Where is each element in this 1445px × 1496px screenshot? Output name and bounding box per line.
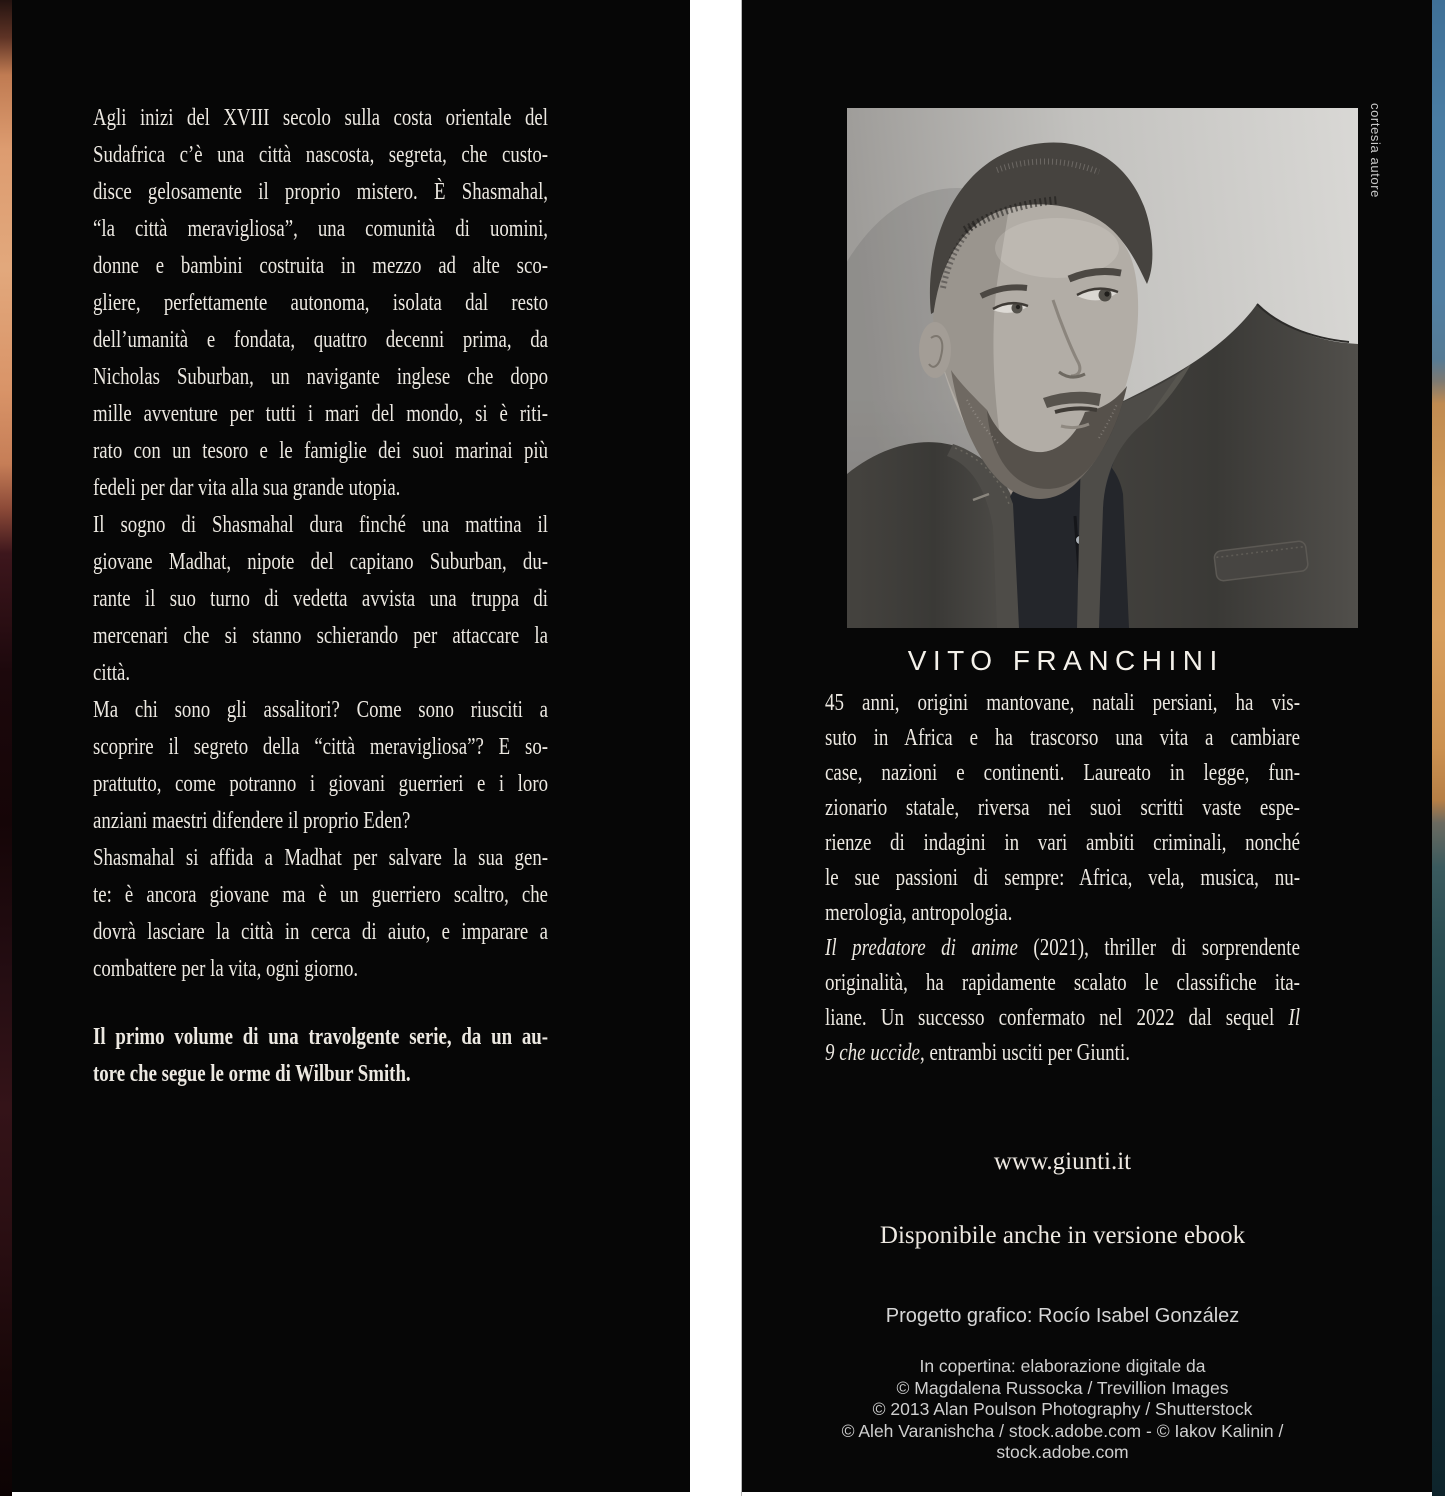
credit-line: © Aleh Varanishcha / stock.adobe.com - © Iakov Kalinin / stock.adobe.com	[841, 1420, 1284, 1462]
text-line: città.	[93, 660, 131, 686]
text-line: rante il suo turno di vedetta avvista una truppa di	[93, 586, 549, 612]
text-line: merologia, antropologia.	[825, 900, 1013, 926]
cover-edge-left-image-sliver	[0, 0, 12, 1496]
text-line: tore che segue le orme di Wilbur Smith.	[93, 1061, 411, 1087]
text-line: anziani maestri difendere il proprio Eden?	[93, 808, 411, 834]
text-line: zionario statale, riversa nei suoi scritti vaste espe-	[825, 795, 1301, 821]
credit-line: © Magdalena Russocka / Trevillion Images	[896, 1377, 1229, 1398]
right-flap-panel	[742, 0, 1432, 1492]
text-line: Ma chi sono gli assalitori? Come sono riusciti a	[93, 697, 549, 723]
text-line: Il primo volume di una travolgente serie, da un au-	[93, 1024, 549, 1050]
text-line: giovane Madhat, nipote del capitano Suburban, du-	[93, 549, 549, 575]
photo-credit-vertical: cortesia autore	[1368, 103, 1383, 198]
ebook-availability-note: Disponibile anche in versione ebook	[879, 1222, 1246, 1249]
text-line: “la città meravigliosa”, una comunità di uomini,	[93, 216, 549, 242]
text-line: dovrà lasciare la città in cerca di aiuto, e imparare a	[93, 919, 549, 945]
text-line: le sue passioni di sempre: Africa, vela, musica, nu-	[825, 865, 1301, 891]
website-url: www.giunti.it	[993, 1148, 1132, 1175]
text-line: suto in Africa e ha trascorso una vita a cambiare	[825, 725, 1301, 751]
spine-gap	[690, 0, 742, 1496]
text-line: liane. Un successo confermato nel 2022 dal sequel Il	[825, 1005, 1301, 1031]
text-line: disce gelosamente il proprio mistero. È Shasmahal,	[93, 179, 549, 205]
text-line: Il predatore di anime (2021), thriller di sorprendente	[825, 935, 1301, 961]
text-line: 45 anni, origini mantovane, natali persiani, ha vis-	[825, 690, 1301, 716]
text-line: originalità, ha rapidamente scalato le classifiche ita-	[825, 970, 1301, 996]
author-name: VITO FRANCHINI	[907, 645, 1224, 676]
cover-edge-right-image-sliver	[1432, 0, 1445, 1496]
left-flap-panel	[12, 0, 690, 1492]
text-line: combattere per la vita, ogni giorno.	[93, 956, 359, 982]
credit-line: In copertina: elaborazione digitale da	[919, 1356, 1206, 1376]
text-line: gliere, perfettamente autonoma, isolata dal resto	[93, 290, 549, 316]
text-line: mille avventure per tutti i mari del mondo, si è riti-	[93, 401, 549, 427]
design-credit: Progetto grafico: Rocío Isabel González	[885, 1305, 1240, 1327]
text-line: rienze di indagini in vari ambiti criminali, nonché	[825, 830, 1301, 856]
text-line: donne e bambini costruita in mezzo ad alte sco-	[93, 253, 549, 279]
text-line: Agli inizi del XVIII secolo sulla costa orientale del	[93, 105, 549, 131]
text-line: scoprire il segreto della “città meravigliosa”? E so-	[93, 734, 549, 760]
text-line: te: è ancora giovane ma è un guerriero scaltro, che	[93, 882, 549, 908]
text-line: mercenari che si stanno schierando per attaccare la	[93, 623, 549, 649]
text-line: rato con un tesoro e le famiglie dei suoi marinai più	[93, 438, 549, 464]
text-line: Il sogno di Shasmahal dura finché una mattina il	[93, 512, 549, 538]
cover-image-credits	[775, 1356, 1350, 1464]
synopsis-text	[93, 100, 548, 1093]
author-bio-text	[825, 686, 1300, 1071]
text-line: Shasmahal si affida a Madhat per salvare la sua gen-	[93, 845, 549, 871]
text-line: Sudafrica c’è una città nascosta, segreta, che custo-	[93, 142, 549, 168]
text-line: prattutto, come potranno i giovani guerrieri e i loro	[93, 771, 549, 797]
credit-line: © 2013 Alan Poulson Photography / Shutterstock	[872, 1399, 1253, 1419]
text-line: dell’umanità e fondata, quattro decenni prima, da	[93, 327, 549, 353]
text-line: case, nazioni e continenti. Laureato in legge, fun-	[825, 760, 1301, 786]
text-line: 9 che uccide, entrambi usciti per Giunti.	[825, 1040, 1130, 1066]
text-line: Nicholas Suburban, un navigante inglese che dopo	[93, 364, 549, 390]
text-line: fedeli per dar vita alla sua grande utopia.	[93, 475, 401, 501]
author-portrait-photo	[847, 108, 1358, 628]
